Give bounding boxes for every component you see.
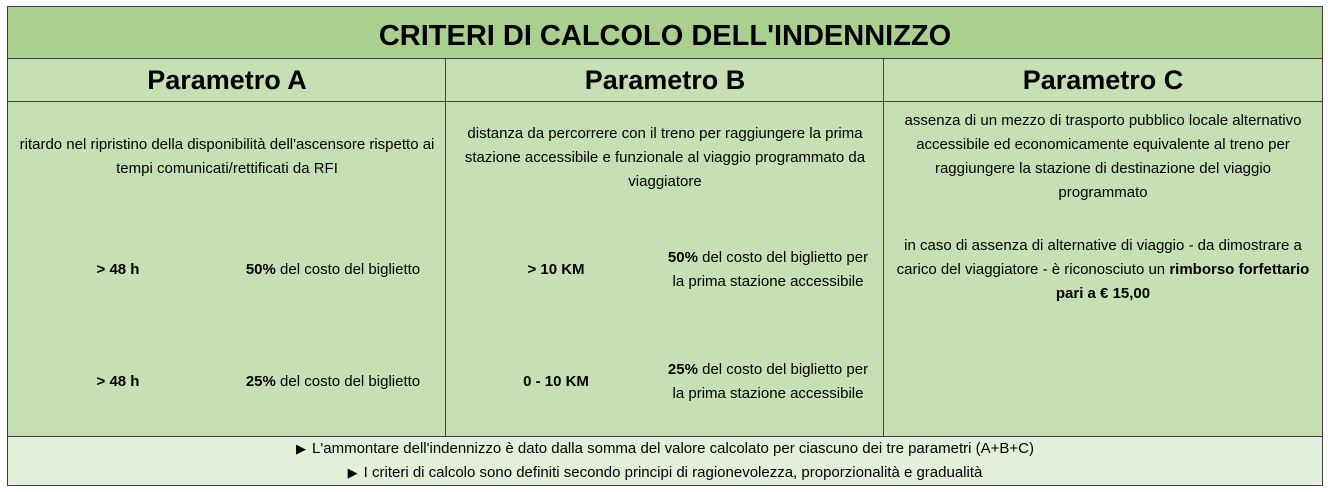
footer-text: I criteri di calcolo sono definiti secondo principi di ragionevolezza, proporzionalità e gradualità: [363, 464, 983, 481]
refund-percent: 25%: [245, 373, 276, 390]
refund-text: del costo del biglietto: [275, 373, 421, 390]
footer-notes: [8, 436, 1322, 485]
param-a-threshold: > 48 h: [96, 373, 140, 390]
triangle-bullet-icon: ▶: [296, 441, 307, 456]
triangle-bullet-icon: ▶: [347, 465, 358, 480]
param-a-threshold: > 48 h: [96, 261, 140, 278]
param-a-refund: [228, 258, 438, 282]
param-c-description: assenza di un mezzo di trasporto pubblico locale alternativo accessibile ed economicamente equivalente al treno per raggiungere la stazione di destinazione del viaggio programmato: [904, 112, 1302, 201]
param-b-header: Parametro B: [446, 59, 884, 102]
param-b-threshold: > 10 KM: [527, 261, 585, 278]
footer-line: [296, 437, 1034, 461]
table-title: CRITERI DI CALCOLO DELL'INDENNIZZO: [8, 7, 1322, 59]
param-c-header: Parametro C: [884, 59, 1322, 102]
param-c-note: [886, 234, 1320, 306]
param-a-description: ritardo nel ripristino della disponibilità dell'ascensore rispetto ai tempi comunicati/rettificati da RFI: [19, 136, 435, 177]
param-b-threshold: 0 - 10 KM: [523, 373, 589, 390]
refund-percent: 50%: [667, 249, 698, 266]
param-b-refund: [663, 234, 873, 306]
refund-text: del costo del biglietto per la prima stazione accessibile: [672, 249, 869, 290]
note-text: in caso di assenza di alternative di viaggio - da dimostrare a carico del viaggiatore - è riconosciuto un: [896, 237, 1302, 278]
flat-refund-amount: rimborso forfettario pari a € 15,00: [1055, 261, 1310, 302]
refund-text: del costo del biglietto per la prima stazione accessibile: [672, 361, 869, 402]
param-b-refund: [663, 346, 873, 418]
column-divider: [883, 59, 884, 436]
indemnity-criteria-table: [7, 6, 1323, 486]
param-a-refund: [228, 370, 438, 394]
footer-line: [348, 461, 983, 485]
refund-percent: 25%: [667, 361, 698, 378]
refund-text: del costo del biglietto: [275, 261, 421, 278]
column-divider: [445, 59, 446, 436]
footer-text: L'ammontare dell'indennizzo è dato dalla somma del valore calcolato per ciascuno dei tre parametri (A+B+C): [312, 440, 1034, 457]
param-b-description: distanza da percorrere con il treno per raggiungere la prima stazione accessibile e funzionale al viaggio programmato da viaggiatore: [464, 125, 866, 190]
param-a-header: Parametro A: [8, 59, 446, 102]
refund-percent: 50%: [245, 261, 276, 278]
